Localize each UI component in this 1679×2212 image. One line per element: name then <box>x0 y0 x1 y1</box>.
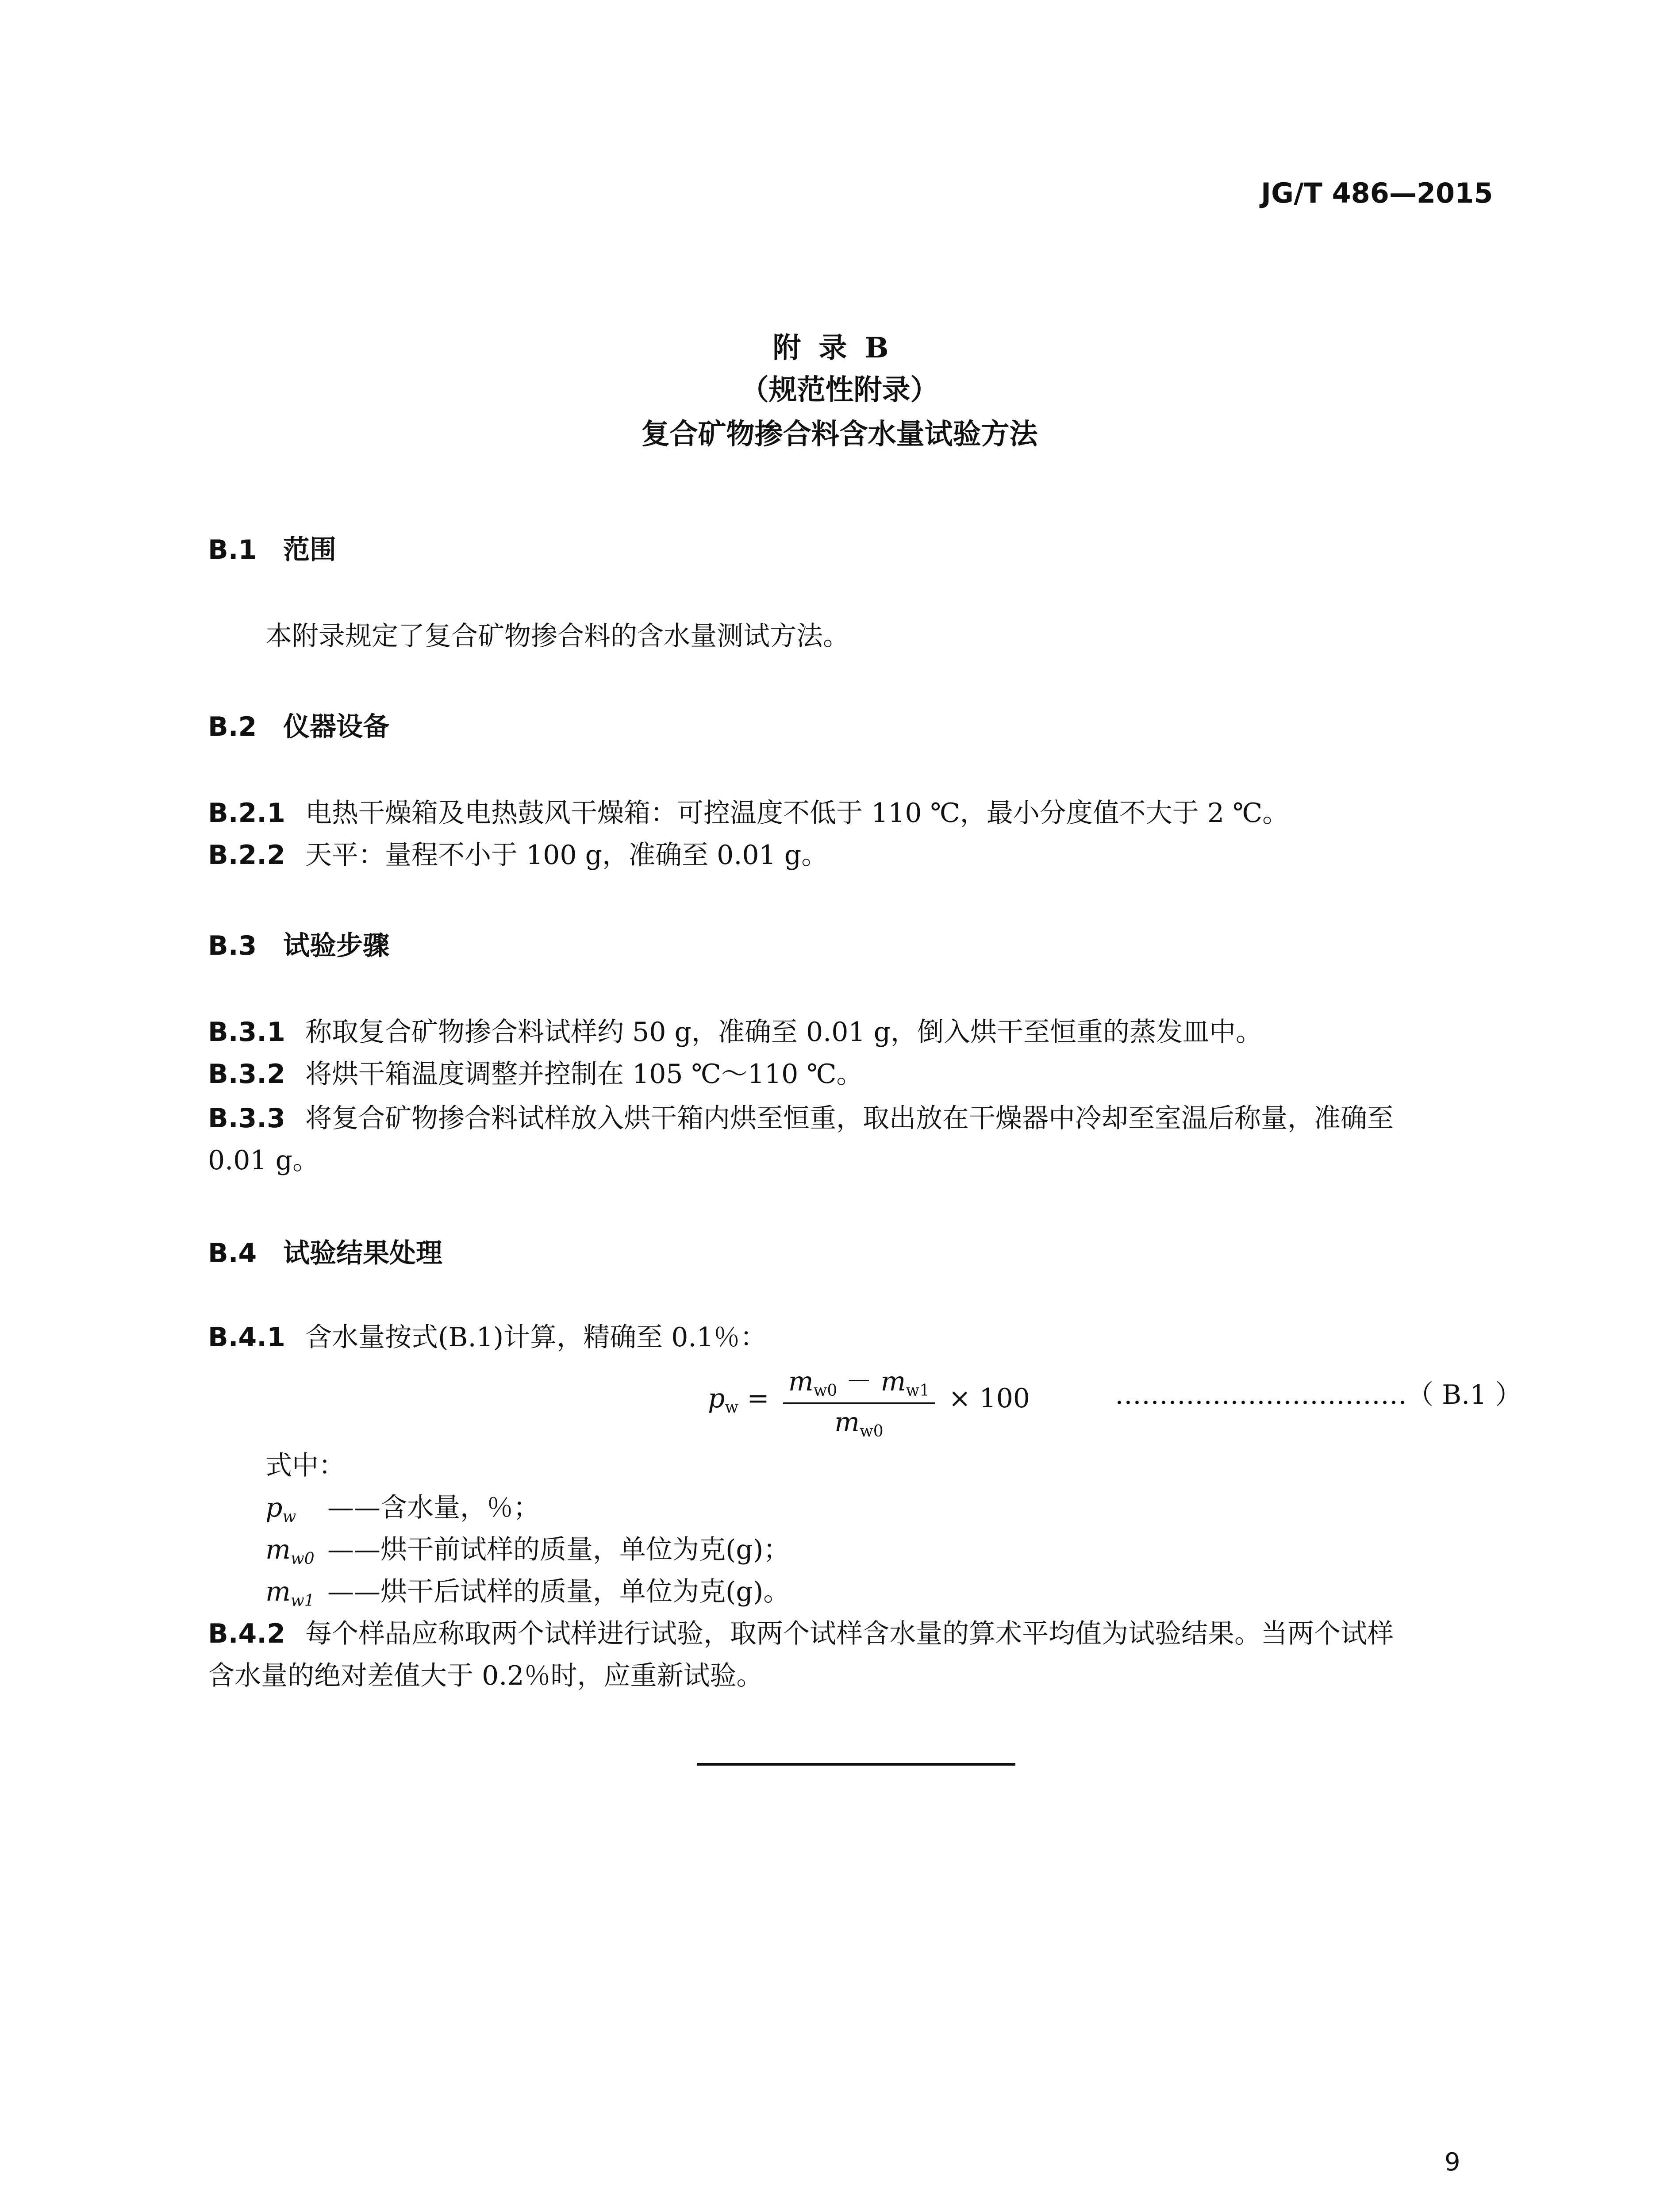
paragraph-b1: 本附录规定了复合矿物掺合料的含水量测试方法。 <box>265 621 849 652</box>
paragraph-b3-3-continued: 0.01 g。 <box>208 1145 319 1176</box>
formula-lhs-sub: w <box>725 1398 739 1417</box>
variable-description: ——含水量，％； <box>327 1492 540 1523</box>
section-title: 范围 <box>283 534 336 565</box>
numerator-sub-b: w1 <box>906 1382 930 1400</box>
variable-definition <box>265 1571 790 1610</box>
clause-text: 将烘干箱温度调整并控制在 105 ℃～110 ℃。 <box>305 1059 863 1090</box>
clause-number: B.4.1 <box>208 1322 285 1353</box>
end-rule <box>697 1763 1015 1766</box>
formula-b1 <box>708 1360 1030 1440</box>
paragraph-b3-1 <box>208 1011 1262 1049</box>
section-title: 仪器设备 <box>283 711 389 742</box>
section-number: B.2 <box>208 711 257 742</box>
section-heading-b1 <box>208 529 336 567</box>
numerator-sub-a: w0 <box>813 1382 838 1400</box>
variable-symbol: $m_{w1}$ <box>265 1576 315 1610</box>
numerator-symbol-a: m <box>788 1366 814 1397</box>
clause-number: B.3.1 <box>208 1017 285 1048</box>
clause-text: 天平：量程不小于 100 g，准确至 0.01 g。 <box>305 840 828 871</box>
clause-number: B.2.2 <box>208 840 285 871</box>
variable-symbol: $m_{w0}$ <box>265 1534 315 1568</box>
equals-sign: = <box>747 1383 769 1414</box>
paragraph-b3-3 <box>208 1097 1394 1135</box>
clause-number: B.4.2 <box>208 1618 285 1649</box>
clause-text: 电热干燥箱及电热鼓风干燥箱：可控温度不低于 110 ℃，最小分度值不大于 2 ℃。 <box>305 798 1289 829</box>
minus-sign: － <box>845 1366 872 1397</box>
formula-lhs: p <box>708 1383 725 1414</box>
paragraph-b4-2-continued: 含水量的绝对差值大于 0.2％时，应重新试验。 <box>208 1660 763 1691</box>
equation-number: ……………………………（ B.1 ） <box>1115 1379 1522 1410</box>
clause-text: 称取复合矿物掺合料试样约 50 g，准确至 0.01 g，倒入烘干至恒重的蒸发皿中。 <box>305 1017 1263 1048</box>
paragraph-b4-2 <box>208 1613 1394 1651</box>
formula-fraction <box>783 1360 935 1440</box>
section-number: B.3 <box>208 930 257 961</box>
clause-text: 含水量按式(B.1)计算，精确至 0.1％： <box>305 1322 767 1353</box>
appendix-title: 复合矿物掺合料含水量试验方法 <box>641 418 1038 451</box>
formula-numerator <box>783 1360 935 1404</box>
variable-definition <box>265 1486 540 1526</box>
paragraph-b2-1 <box>208 792 1289 830</box>
variable-description: ——烘干后试样的质量，单位为克(g)。 <box>327 1576 790 1607</box>
clause-text: 每个样品应称取两个试样进行试验，取两个试样含水量的算术平均值为试验结果。当两个试样 <box>305 1618 1394 1649</box>
formula-denominator <box>783 1404 935 1440</box>
where-label: 式中： <box>265 1450 345 1481</box>
section-heading-b2 <box>208 706 389 744</box>
variable-symbol: $p_w$ <box>265 1492 296 1526</box>
section-heading-b4 <box>208 1232 442 1270</box>
numerator-symbol-b: m <box>880 1366 906 1397</box>
appendix-type: （规范性附录） <box>740 373 939 407</box>
clause-number: B.2.1 <box>208 798 285 829</box>
section-heading-b3 <box>208 925 389 963</box>
variable-description: ——烘干前试样的质量，单位为克(g)； <box>327 1534 790 1565</box>
section-number: B.1 <box>208 534 257 565</box>
paragraph-b4-1 <box>208 1316 767 1354</box>
variable-definition <box>265 1528 790 1568</box>
denominator-symbol: m <box>834 1407 860 1438</box>
paragraph-b2-2 <box>208 834 828 872</box>
standard-number: JG/T 486—2015 <box>1261 177 1493 209</box>
clause-text: 将复合矿物掺合料试样放入烘干箱内烘至恒重，取出放在干燥器中冷却至室温后称量，准确至 <box>305 1103 1394 1134</box>
section-number: B.4 <box>208 1238 257 1269</box>
paragraph-b3-2 <box>208 1053 863 1091</box>
section-title: 试验结果处理 <box>283 1238 442 1269</box>
denominator-sub: w0 <box>859 1422 884 1440</box>
formula-multiplier: × 100 <box>949 1383 1030 1414</box>
appendix-label: 附录B <box>772 331 907 365</box>
clause-number: B.3.3 <box>208 1103 285 1134</box>
section-title: 试验步骤 <box>283 930 389 961</box>
clause-number: B.3.2 <box>208 1059 285 1090</box>
page-number: 9 <box>1445 2148 1460 2177</box>
